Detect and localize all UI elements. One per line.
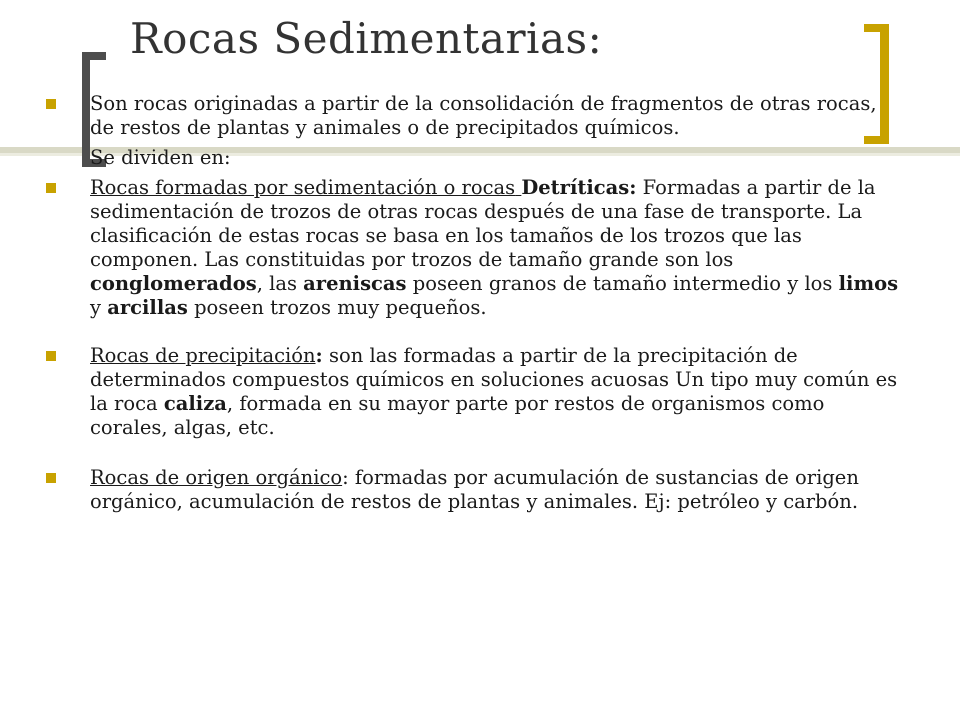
intro-text: Son rocas originadas a partir de la consolidación de fragmentos de otras rocas, de restos de plantas y animales o de precipitados químicos. (90, 92, 877, 139)
term-caliza: caliza (163, 392, 227, 415)
bullet-intro (46, 92, 906, 140)
term-areniscas: areniscas (303, 272, 407, 295)
bullet-square-icon (46, 183, 56, 193)
right-bracket-top (864, 24, 889, 32)
bullet-square-icon (46, 99, 56, 109)
bullet-square-icon (46, 473, 56, 483)
organico-heading: Rocas de origen orgánico (90, 466, 343, 489)
precipitacion-colon: : (315, 344, 323, 367)
detriticas-heading: Rocas formadas por sedimentación o rocas (90, 176, 516, 199)
left-bracket-top (82, 52, 106, 60)
bullet-organico (46, 466, 906, 514)
precipitacion-heading: Rocas de precipitación (90, 344, 316, 367)
detriticas-text-1: Formadas a partir de la sedimentación de trozos de otras rocas después de una fase de transporte. La clasificación de estas rocas se basa en los tamaños de los trozos que las componen. Las constituidas por trozos de tamaño grande son los (90, 176, 876, 271)
term-arcillas: arcillas (107, 296, 188, 319)
slide-content (46, 92, 906, 520)
bullet-square-icon (46, 351, 56, 361)
precipitacion-text-2: , formada en su mayor parte por restos de organismos como corales, algas, etc. (90, 392, 825, 439)
detriticas-heading-bold: Detríticas: (521, 176, 637, 199)
bullet-precipitacion (46, 344, 906, 440)
slide-title: Rocas Sedimentarias: (130, 14, 603, 63)
precipitacion-text-1: son las formadas a partir de la precipitación de determinados compuestos químicos en soluciones acuosas Un tipo muy común es la roca (90, 344, 898, 415)
bullet-detriticas (46, 176, 906, 320)
detriticas-text-3: poseen granos de tamaño intermedio y los (412, 272, 833, 295)
organico-text: : formadas por acumulación de sustancias de origen orgánico, acumulación de restos de plantas y animales. Ej: petróleo y carbón. (90, 466, 859, 513)
term-limos: limos (838, 272, 899, 295)
detriticas-text-2: , las (256, 272, 297, 295)
detriticas-text-5: poseen trozos muy pequeños. (194, 296, 487, 319)
term-conglomerados: conglomerados (90, 272, 257, 295)
detriticas-text-4: y (90, 296, 102, 319)
intro-subtext: Se dividen en: (90, 146, 231, 169)
